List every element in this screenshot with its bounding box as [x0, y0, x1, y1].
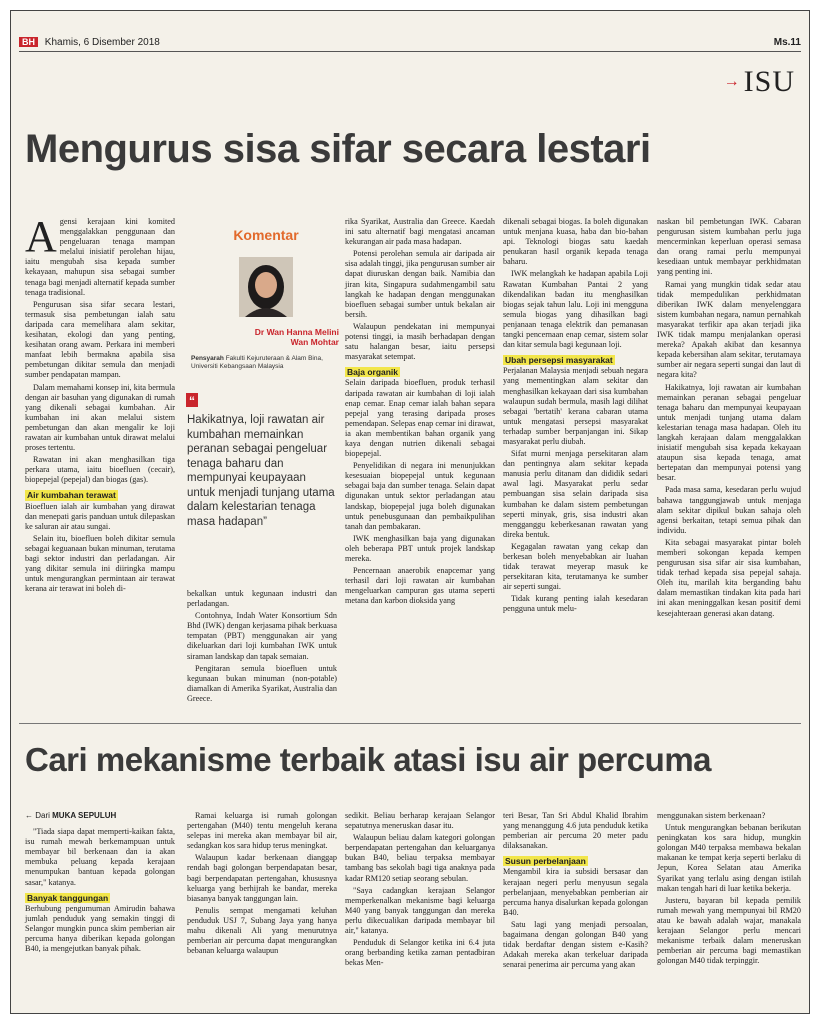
article1-paragraph: Selain itu, bioefluen boleh dikitar semula sebagai keguanaan bukan minuman, terutama bagi sektor industri dan perladangan. Air yang dikitar semula ini diiringka mampu untuk mengurangkan permintaan air terawat kerana air terawat ini boleh di-	[25, 533, 175, 594]
article1-paragraph: Pengurusan sisa sifar secara lestari, termasuk sisa pembetungan ialah satu daripada cara memelihara alam sekitar, kesihatan, ekologi dan yang penting, kesihatan orang awam. Perkara ini memberi manfaat lebih bermakna apabila sisa pembetungan dikitar semula dan menjadi sumber pendapatan mampan.	[25, 299, 175, 380]
author-affiliation: Pensyarah Fakulti Kejuruteraan & Alam Bina, Universiti Kebangsaan Malaysia	[191, 355, 323, 370]
article1-column-4	[503, 217, 648, 617]
article1-paragraph: IWK menghasilkan baja yang digunakan oleh beberapa PBT untuk projek landskap mereka.	[345, 533, 495, 563]
article1-paragraph: Agensi kerajaan kini komited menggalakkan penggunaan dan pengeluaran tenaga mampan melalui inisiatif perolehan hijau, iaitu mengubah sisa kepada sumber kekayaan, mahupun sisa sebagai sumber tenaga bagi menjadi alternatif kepada sumber tenaga tradisional.	[25, 212, 175, 297]
article1-paragraph: Kegagalan rawatan yang cekap dan berkesan boleh menyebabkan air luahan tidak terawat meyerap masuk ke persekitaran kita, terutamanya ke sumber air seperti sungai.	[503, 541, 648, 592]
article2-paragraph: menggunakan sistem berkenaan?	[657, 811, 766, 820]
article1-paragraph: IWK melangkah ke hadapan apabila Loji Rawatan Kumbahan Pantai 2 yang dikendalikan badan itu menghasilkan biogas sejak tahun lalu. Loji ini mengguna semula biogas yang dihasilkan bagi penjanaan tenaga elektrik dan pemanasan tangki pencernaan enap cemar, sistem solar dan kitar semula bagi kegunaan loji.	[503, 269, 648, 350]
subheading: Baja organik	[347, 367, 399, 378]
article2-paragraph: "Tiada siapa dapat memperti-kaikan fakta, isu rumah mewah berkemampuan untuk membayar bil berkenaan dan ia akan membuka peluang kepada kerajaan menumpukan bantuan kepada golongan sasar," katanya.	[25, 827, 175, 887]
article1-paragraph: Potensi perolehan semula air daripada air sisa adalah tinggi, jika pengurusan sumber air dapat diuruskan dengan baik. Namibia dan jiran kita, Singapura sudahmengambil satu langkah ke hadapan dengan menggunakan bioefluen sebagai sumber untuk bekalan air bersih.	[345, 249, 495, 319]
quote-icon: “	[186, 393, 198, 407]
article2-paragraph: Berhubung pengumuman Amirudin bahawa jumlah penduduk yang semakin tinggi di Selangor mungkin punca skim pemberian air percuma hanya diberikan kepada golongan B40, ia mengejutkan banyak pihak.	[25, 903, 175, 954]
second-headline: Cari mekanisme terbaik atasi isu air percuma	[25, 741, 712, 778]
bh-logo: BH	[19, 37, 38, 47]
subheading: Air kumbahan terawat	[27, 490, 116, 501]
article2-column-2	[187, 811, 337, 958]
article2-paragraph: Walaupun kadar berkenaan dianggap rendah bagi golongan berpendapatan besar, bagi berpendapatan pertengahan, khususnya keluarga yang berhijrah ke bandar, mereka biasanya banyak tanggungan lain.	[187, 853, 337, 903]
article1-paragraph: Kita sebagai masyarakat pintar boleh memberi sokongan kepada kempen pengurusan sisa sifar air sisa kumbahan, tidak terhad kepada sisa pepejal sahaja. Oleh itu, marilah kita berganding bahu dalam memastikan tindakan kita pada hari ini akan meninggalkan kesan positif demi kesejahteraan generasi akan datang.	[657, 537, 801, 618]
komentar-label: Komentar	[233, 227, 299, 243]
author-portrait-icon	[239, 257, 293, 317]
article2-paragraph: Untuk mengurangkan bebanan berikutan peningkatan kos sara hidup, mungkin golongan M40 terpaksa membawa bekalan makanan ke tempat kerja seperti berlaku di Jepun, Korea Selatan atau Amerika Syarikat yang terlalu asing dengan istilah makan tengah hari di luar ketika bekerja.	[657, 823, 801, 893]
article1-paragraph: Pencernaan anaerobik enapcemar yang terhasil dari loji rawatan air kumbahan mengeluarkan campuran gas utama seperti metana dan karbon dioksida yang	[345, 566, 495, 606]
article1-column-5	[657, 217, 801, 621]
article1-paragraph: Tidak kurang penting ialah kesedaran pengguna untuk melu-	[503, 594, 648, 614]
article1-column-2	[187, 589, 337, 706]
section-label	[724, 65, 795, 99]
article1-paragraph: bekalkan untuk kegunaan industri dan perladangan.	[187, 589, 337, 609]
article2-paragraph: Mengambil kira ia subsidi bersasar dan kerajaan negeri perlu menyusun segala perbelanjaan, menyebabkan pemberian air percuma hanya disalurkan kepada golongan B40.	[503, 867, 648, 917]
article1-paragraph: Hakikatnya, loji rawatan air kumbahan memainkan peranan sebagai pengeluar tenaga baharu dan mempunyai keupayaan untuk menjadi tunjang utama dalam kelestarian tenaga masa hadapan. Oleh itu langkah kerajaan dalam menggalakkan inisiatif mengubah sisa kepada kekayaan ataupun sisa kepada tenaga, amat bertepatan dan mempunyai potensi yang besar.	[657, 382, 801, 483]
author-photo	[239, 257, 293, 317]
article1-paragraph: Sifat murni menjaga persekitaran alam dan pentingnya alam sekitar kepada manusia perlu ditanam dan dididik sedari awal lagi. Masyarakat perlu sedar pembuangan sisa selain daripada sisa kumbahan ke dalam sistem pembetungan seperti minyak, gris, sisa industri akan mengganggu keberkesanan rawatan yang direka bentuk.	[503, 449, 648, 539]
article1-paragraph: Rawatan ini akan menghasilkan tiga perkara utama, iaitu bioefluen (cecair), biopepejal (pepejal) dan biogas (gas).	[25, 455, 175, 485]
article1-column-3	[345, 217, 495, 608]
article1-paragraph: Bioefluen ialah air kumbahan yang dirawat dan menepati garis panduan untuk dilepaskan ke saluran air atau sungai.	[25, 501, 175, 531]
article1-column-1	[25, 212, 175, 596]
article2-paragraph: sedikit. Beliau berharap kerajaan Selangor sepatutnya meneruskan dasar itu.	[345, 811, 495, 831]
article2-column-3	[345, 811, 495, 970]
newspaper-page	[10, 10, 810, 1014]
article1-paragraph: naskan bil pembetungan IWK. Cabaran pengurusan sistem kumbahan perlu juga mencerminkan keperluan operasi semasa dan orang ramai perlu mempunyai kesediaan untuk membayar perkhidmatan yang penting ini.	[657, 217, 801, 277]
arrow-right-icon: →	[723, 73, 740, 90]
article2-paragraph: teri Besar, Tan Sri Abdul Khalid Ibrahim yang menanggung 4.6 juta penduduk ketika pemberian air percuma 20 meter padu dilaksanakan.	[503, 811, 648, 851]
article1-paragraph: rika Syarikat, Australia dan Greece. Kaedah ini satu alternatif bagi mengatasi ancaman kekurangan air pada masa hadapan.	[345, 217, 495, 247]
subheading: Ubah persepsi masyarakat	[505, 355, 613, 366]
header-rule	[19, 51, 801, 52]
subheading: Susun perbelanjaan	[505, 856, 586, 867]
article1-paragraph: Pada masa sama, kesedaran perlu wujud bahawa tanggungjawab untuk menjaga alam sekitar dipikul bukan sahaja oleh agensi berkaitan, tetapi semua pihak dan individu.	[657, 485, 801, 535]
article2-paragraph: Penulis sempat mengamati keluhan penduduk USJ 7, Subang Jaya yang hanya mahu dikenali Ali yang menurutnya pemberian air percuma dapat mengurangkan bebanan keluarga walaupun	[187, 905, 337, 956]
article2-paragraph: Walaupun beliau dalam kategori golongan berpendapatan pertengahan dan keluarganya bukan B40, beliau terpaksa membayar tambang bas sekolah bagi tiga anaknya pada kadar RM120 setiap seorang sebulan.	[345, 833, 495, 883]
article2-paragraph: Penduduk di Selangor ketika ini 6.4 juta orang berbanding ketika zaman pentadbiran bekas Men-	[345, 938, 495, 968]
article2-column-4	[503, 811, 648, 972]
article1-paragraph: Contohnya, Indah Water Konsortium Sdn Bhd (IWK) dengan kerjasama pihak berkuasa tempatan (PBT) menggunakan air yang dikeluarkan dari loji kumbahan IWK untuk siraman landskap dan tapak semaian.	[187, 611, 337, 661]
article1-paragraph: Penyelidikan di negara ini menunjukkan kesesuaian biopepejal untuk kegunaan sebagai baja dan sumber tenaga. Selain dapat digunakan untuk sektor perladangan atau landskap, biopepejal juga boleh digunakan untuk penebusgunaan dan pembaikpulihan tanah dan pembakaran.	[345, 461, 495, 531]
article1-paragraph: dikenali sebagai biogas. Ia boleh digunakan untuk menjana kuasa, haba dan bio-bahan api. Teknologi biogas satu kaedah penukaran hasil organik kepada tenaga baharu.	[503, 217, 648, 267]
continued-from: ← Dari MUKA SEPULUH	[25, 811, 117, 820]
article2-paragraph: "Saya cadangkan kerajaan Selangor memperkenalkan mekanisme bagi keluarga M40 yang banyak tanggungan dan mereka perlu dikecualikan daripada membayar bil air," katanya.	[345, 885, 495, 936]
article1-paragraph: Pengitaran semula bioefluen untuk kegunaan bukan minuman (non-potable) diamalkan di Amerika Syarikat, Australia dan Greece.	[187, 663, 337, 703]
article1-paragraph: Walaupun pendekatan ini mempunyai potensi tinggi, ia masih berhadapan dengan satu halangan besar, iaitu persepsi masyarakat setempat.	[345, 321, 495, 362]
article2-paragraph: Justeru, bayaran bil kepada pemilik rumah mewah yang mempunyai bil RM20 atau ke bawah adalah wajar, manakala kerajaan Selangor perlu mencari mekanisme terbaik dalam meneruskan pemberian air percuma bagi memastikan golongan M40 tidak terpinggir.	[657, 895, 801, 966]
article2-paragraph: Ramai keluarga isi rumah golongan pertengahan (M40) tentu mengeluh kerana selepas ini mereka akan membayar bil air, sedangkan kos sara hidup terus meningkat.	[187, 811, 337, 851]
article1-paragraph: Perjalanan Malaysia menjadi sebuah negara yang mementingkan alam sekitar dan menghasilkan kekayaan dari sisa kumbahan walaupun sudah bermula, masih lagi dilihat sebagai 'bertatih' kerana cabaran utama untuk mengatasi persepsi masyarakat terhadap sumber berpanjangan ini. Sikap masyarakat perlu diubah.	[503, 366, 648, 446]
publication-date: Khamis, 6 Disember 2018	[44, 37, 160, 48]
article1-paragraph: Selain daripada bioefluen, produk terhasil daripada rawatan air kumbahan di loji ialah enap cemar. Enap cemar ialah bahan separa pepejal yang terasing daripada proses pemendapan. Selepas enap cemar ini dirawat, ia akan membentikan bahan organik yang kaya dengan nutrien dikenali sebagai biopepejal.	[345, 378, 495, 459]
drop-cap: A	[25, 212, 57, 261]
author-name: Dr Wan Hanna Melini Wan Mohtar	[254, 327, 339, 347]
pull-quote: Hakikatnya, loji rawatan air kumbahan memainkan peranan sebagai pengeluar tenaga baharu dan mempunyai keupayaan untuk menjadi tunjang utama dalam kelestarian tenaga masa hadapan”	[187, 414, 335, 528]
article2-column-1	[25, 811, 175, 956]
article2-column-5	[657, 811, 801, 968]
article-divider	[19, 723, 801, 724]
subheading: Banyak tanggungan	[27, 892, 109, 903]
page-header	[19, 37, 801, 48]
section-name: ISU	[743, 65, 795, 98]
article1-paragraph: Dalam memahami konsep ini, kita bermula dengan air basuhan yang digunakan di rumah yang dikenali sebagai kumbahan. Air kumbahan ini akan melalui sistem pembetungan dan akan mengalir ke loji rawatan air kumbahan untuk dirawat melalui proses tertentu.	[25, 382, 175, 453]
page-number: Ms.11	[773, 37, 801, 48]
article1-paragraph: Ramai yang mungkin tidak sedar atau tidak mempedulikan perkhidmatan diberikan IWK dalam menyelenggara sistem kumbahan negara, namun pernahkah masyarakat terfikir apa akan terjadi jika IWK tidak mampu menjalankan operasi mereka? Apakah akibat dan kesannya kepada kebersihan alam sekitar, terutamaya sumber air negara seperti sungai dan laut di negara kita?	[657, 279, 801, 380]
main-headline: Mengurus sisa sifar secara lestari	[25, 127, 651, 171]
article2-paragraph: Satu lagi yang menjadi persoalan, bagaimana dengan golongan B40 yang tidak berdaftar dengan sistem e-Kasih? Adakah mereka akan terkeluar daripada senarai penerima air percuma yang akan	[503, 919, 648, 970]
